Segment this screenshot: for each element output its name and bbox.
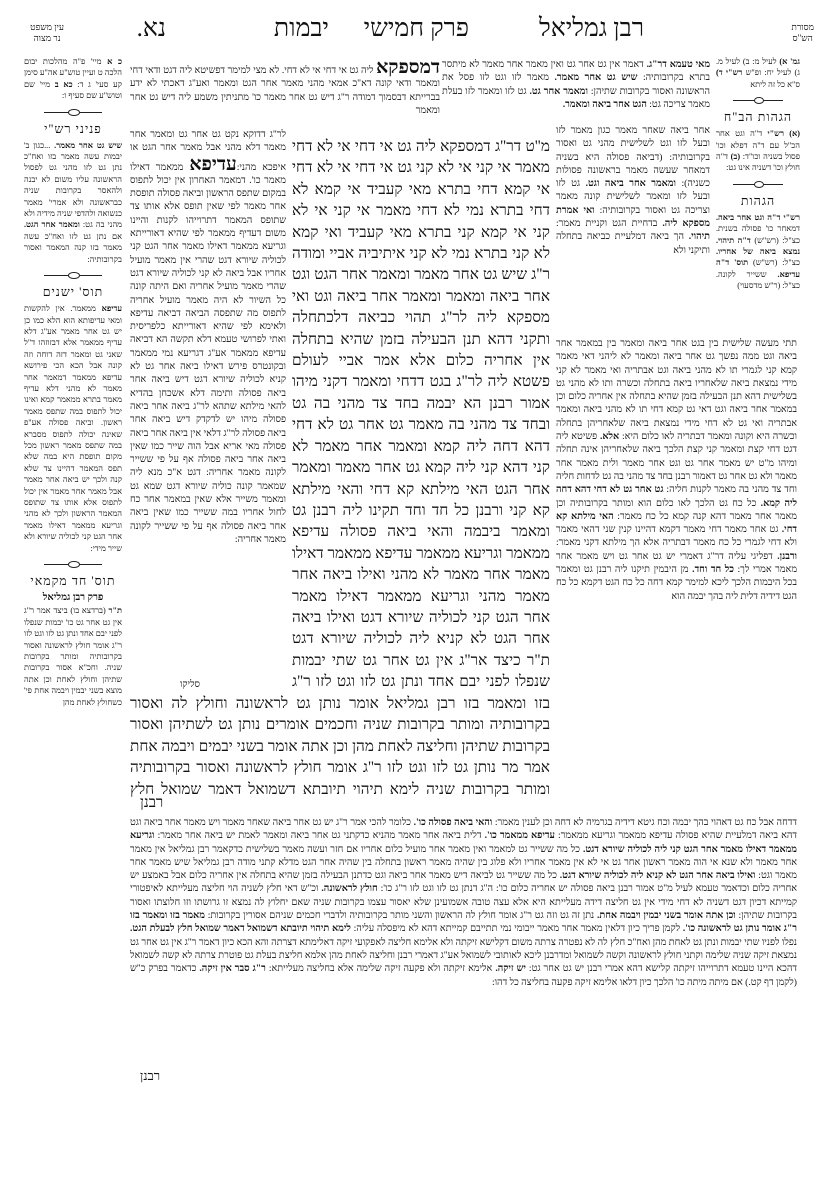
- masoret-hashas: [716, 56, 800, 90]
- rashi-catchword: רבנן: [140, 1068, 161, 1083]
- ornament-divider: [44, 560, 103, 568]
- dibbur-hamatchil: (ב): [730, 152, 741, 162]
- rashi-narrow: [556, 124, 710, 337]
- commentary-text: ממאמר. אין להקשות ומאי עדיפותא הוא הלא כמו כן יש גט אחר מאמר אע"ג דלא עדיף ממאמר אלא דבזוזהו ד"ל שאני גט ומאמר דזה דוחה וזה קונה אבל הכא הכי פירושא עדיפא ממאמר דמאמר אחר מאמר לא מהני דלא עדיף מאמר בתרא ממאמר קמא ואינו יכול לתפוס במה שתפס מאמר ראשון. וביאה פסולה אע"פ שאינה יכולה לתפוס מסברא במה שתפס מאמר ראשון מכל מקום תופסת היא במה שלא תפס המאמר דהיינו צד שלא קנה ולכך יש ביאה אחר מאמר אבל מאמר אחר מאמר אין יכול לתפוס אלא אותו צד שתופס המאמר הראשון ולכך לא מהני וגריעא ממאמר דאילו מאמר אחר הגט קני לכוליה שיורא ולא שייר מידי:: [24, 304, 122, 553]
- commentary-text: דפליגי עליה דר"ג דאמרי יש גט אחר גט ויש מאמר אחר מאמר אמרי לך:: [556, 550, 797, 576]
- dibbur-hamatchil: גט אחר גט לא דחי דהא דחה ליה קמא.: [556, 484, 797, 509]
- dibbur-hamatchil: ומאמר אחר ביאה וגט.: [585, 178, 676, 190]
- ornament-divider: [44, 108, 103, 116]
- commentary-text: תתי מעשה שלישית בין בגט אחר ביאה ומאמר בין במאמר אחר ביאה וגט ממה נפשך גט אחר ביאה ומאמר לא ליהני דאי מאמר קמא קני לגמרי תו לא מהני ביאה וגט אבתריה ואי מאמר לא קני מידי נמצאת ביאה שלאחריו ביאה בתחלה וכשרה ותו לא מהני גט בשלישית דהא תנן הבעילה בזמן שהיא בתחלה אין אחריה כלום וכן במאמר אחר ביאה וגט דאי גט קמא דחי תו לא מהני ביאה ומאמר אבתריה ואי גט לא דחי מידי נמצאת ביאה שלאחריהן בתחלה וכשרה היא וקונה ומאמר דבתריה לאו כלום היא:: [556, 338, 797, 443]
- tractate-name: יבמות: [273, 15, 329, 42]
- dibbur-hamatchil: אלא.: [599, 431, 620, 443]
- commentary-text: כלומר להכי אמר ר"ג יש גט אחר ביאה שאחר מאמר ויש מאמר אחר ביאה וגט דהא ביאה דמלעיית שהיא פסולה עדיפא ממאמר וגריעא ממאמר:: [130, 817, 797, 842]
- right-margin: [716, 56, 800, 346]
- commentary-text: ...כגון ב' יבמות עשה מאמר בזו ואח"כ נתן גט לזו מהני גט לפסול הראשונה עליו משום לא יבנה ולהאסר בקרובות שניה כבראשונה ולא אמרי' מאמר כנשואה ולהדפי שניה מידיה ולא מהני בה גט:: [24, 140, 122, 230]
- commentary-text: פשיטא ליה דגט דחי קצת ומאמר קני קצת הלכך ביאה שלאחריהן אינה תחלה ומיהו מ"ט יש מאמר אחר גט וגט אחר מאמר ולית מאמר אחר מאמר ולא גט אחר גט דאמור רבנן בחד צד מהני בה גט לדחות חליה וחד צד מהני בה מאמר לקנות חליה:: [556, 431, 797, 496]
- pnini-rashi-title: פניני רש"י: [44, 121, 102, 136]
- dibbur-hamatchil: רש"י ד): [716, 68, 743, 78]
- commentary-text: מן היבמין תיקנו ליה רבנן גט ומאמר בכל היבמות הלכך ליכא למימר קמא דחה כל כח הגט דקמא כל כח הגט דידיה דלית ליה בהך יבמה הוא: [556, 564, 797, 602]
- dibbur-hamatchil: ואילו ביאה אחר הגט לא קניא ליה לכוליה שיורא דגט.: [559, 870, 756, 882]
- tosafot-chad-mikamai: [24, 605, 122, 708]
- commentary-text: בדחיית הגט וקניית מאמר:: [556, 218, 663, 230]
- commentary-text: ס"א כל זה ליתא: [750, 79, 800, 89]
- rashi-bottom: [130, 816, 797, 1066]
- commentary-text: גט לזו ומאמר לזו בעלת מאמר צריכה גט:: [442, 85, 710, 110]
- dibbur-hamatchil: ואי אמרת מספקא ליה.: [556, 204, 710, 230]
- left-margin: [24, 56, 122, 1066]
- hagahot-title: הגהות: [740, 193, 776, 208]
- dibbur-hamatchil: וכן אתה אומר בשני יבמין ויבמה אחת.: [597, 910, 736, 922]
- commentary-text: הך ביאה דמלעיית כביאה בתחלה ותיקני ולא: [556, 231, 710, 256]
- masoret-hashas-label: מסורת הש"ס: [791, 22, 814, 43]
- commentary-text: לר"ג דדוקא נקט גט אחר גט ומאמר אחר מאמר דלא מהני אבל מאמר אחר הגט או איפכא מהני:: [130, 129, 286, 173]
- dibbur-hamatchil: תיהוי.: [688, 231, 710, 243]
- ein-mishpat: [24, 56, 122, 102]
- dibbur-hamatchil: ומאמר אחר גט.: [529, 85, 588, 97]
- commentary-text: ששייר לקונה. כצ"ל: (ר"ש מדסעוי): [716, 269, 800, 291]
- ein-mishpat-label: עין משפט נר מצוה: [30, 22, 64, 43]
- commentary-text: דלית ביאה אחר מאמר מהניא כדקתני גט אחר ביאה ומאמר לאמת יש ביאה אחר מאמר:: [154, 830, 485, 842]
- commentary-text: אם נתן גט לזו ואח"כ עשה מאמר בזו קנה המאמר ואסור בקרובותיה:: [24, 231, 122, 264]
- tosafot-yeshanim: [24, 303, 122, 554]
- dibbur-hamatchil: מאי טעמא דר"ג.: [646, 59, 710, 70]
- dibbur-hamatchil: מאמר בזו ומאמר בזו ר"ג אומר נותן גט לראשונה כו'.: [130, 910, 797, 935]
- dibbur-hamatchil: כ א: [107, 57, 122, 66]
- dibbur-hamatchil: ת"ר: [108, 606, 122, 616]
- commentary-text: (ברדצא בו) ביצד אמר ר"ג אין גט אחר גט כו' יבמות שנפלו לפני יבם אחד ונתן גט לזו וגט לזו ר"ג אומר חולץ לראשונה ואסור בקרובותיה ומותר בקרובות שניה. וחכ"א אסור בקרובות שתיהן וחולץ לאחת וכן אתה מוצא בשני יבמין ויבמה אחת פי' כשחולץ לאחת מהן: [24, 606, 122, 707]
- dibbur-hamatchil: (א) רש"י: [767, 129, 800, 139]
- dibbur-hamatchil: כא ב: [54, 79, 73, 89]
- dibbur-hamatchil: עדיפא: [189, 153, 237, 175]
- tosafot-column: [130, 128, 286, 678]
- commentary-text: דדחה אבל כח גט דאהוי בהך יבמה וכח גיטא דידיה בגרמיה לא דחה וכן לענין מאמר:: [492, 817, 797, 828]
- dibbur-hamatchil: ומאמר אחר הגט.: [24, 220, 80, 230]
- hagahot: [716, 212, 800, 292]
- dibbur-hamatchil: לימא תיהוי תיובתא דשמואל דאמר שמואל חלץ לבעלת הגט.: [130, 923, 351, 935]
- dibbur-hamatchil: ד"ה תיהוי. נמצא ביאה של אחריו.: [716, 235, 800, 257]
- commentary-text: גט אחר מאמר דחי מאמר דקמא דהיינו קנין שני דהאי מאמר ולא דחי לגמרי כל כח מאמר דבתריה אלא הך מילתא דקני מאמר:: [556, 524, 797, 549]
- commentary-text: כדאמר בפרק כ"ש (לקמן דף קט.) אם מיתה מיתה כו' הלכך כיון דלאו אלימא זיקה פקעה בחליצה כל דהו:: [130, 963, 797, 988]
- commentary-text: מיי' שם וטוש"ע שם סעיף ו:: [24, 79, 122, 101]
- dibbur-hamatchil: והאי ביאה פסולה כו'.: [413, 817, 493, 828]
- gemara-lower: בזו ומאמר בזו רבן גמליאל אומר נותן גט לראשונה וחולץ לה ואסור בקרובותיה ומותר בקרובות שניה וחכמים אומרים נותן גט לשתיהן ואסור בקרובות שתיהן וחליצה לאחת מהן וכן אתה אומר בשני יבמים ויבמה אחת אמר מר נותן גט לזו וגט לזו ר"ג אומר חולץ לראשונה ואסור בקרובותיה ומותר בקרובות שניה לימא תיהוי תיובתא דשמואל דאמר שמואל חלץ: [130, 695, 550, 798]
- commentary-text: כל מה ששייר גט לביאה דיש מאמר אחר ביאה וגט כדתנן הבעילה בזמן שהיא בתחלה אין אחריה כלום אבל באמצע יש אחריה כלום וכדאמר טעמא לעיל מ"ט אמור רבנן ביאה פסולה יש אחריה כלום כו': ה"ג דנתן גט לזו וגט לזו ר"ג כו':: [130, 870, 797, 895]
- dibbur-hamatchil: גמ' א): [779, 57, 800, 66]
- commentary-text: גט לזו ובעל לזו ומאמר לשלישית קונה מאמר וצריכה גט ואסור בקרובותיה:: [556, 178, 710, 216]
- dibbur-hamatchil: עדיפא: [101, 304, 122, 314]
- commentary-text: לקמן פריך כיון דלאין מאמר אחר מאמר ייבומי נמי תתייבם קמייתא דהא לא מיפסלה עליה:: [350, 923, 683, 935]
- commentary-text: נתן זה גט וזה גט ר"ג אומר חולץ לה הראשון והשני מותר בקרובותיה ולדברי חכמים שניהם אסורין בקרובות:: [204, 910, 597, 922]
- dibbur-hamatchil: האי מילתא קא דחי.: [556, 510, 797, 536]
- dibbur-hamatchil: חולץ לראשונה.: [321, 883, 378, 895]
- tosafot-end-mark: סליקו: [179, 679, 201, 690]
- commentary-text: כל מה ששייר גט למאמר ואין מאמר אחר מועיל כלום אחריו אם חזר ועשה מאמר בשלישית כדקאמר רבן גמליאל אין מאמר אחר מאמר ולא שנא אי הוה מאמר ראשון אחר גט אי לא אין מאמר אחריו ולא פלוג בין שהיה מאמר ראשון בתחלה בין שהיה אחר הגט מדלא קתני מודה רבן גמליאל שיש מאמר אחר מאמר וגט:: [130, 843, 797, 882]
- pnini-rashi: [24, 140, 122, 265]
- chapter-number: פרק חמישי: [363, 15, 469, 42]
- dibbur-hamatchil: תוס' ד"ה עדיפא.: [716, 258, 800, 279]
- tosafot-top: [130, 58, 440, 128]
- ornament-divider: [733, 180, 783, 188]
- rashi-top: [442, 58, 710, 128]
- dibbur-hamatchil: וגריעא ממאמר דאילו מאמר אחר הגט קני ליה לכוליה שיורא דגט.: [130, 830, 797, 855]
- commentary-text: וכ"ש דאי חלץ לשניה הוי חליצה מעלייתא לאיפטורי קמייתא דכיון דגט דשניה לא דחי מידי אין גט חליצה דידה מעלייתא היא אלא עצה טובה אשמועינן שלא יאסור עצמו בקרובות שניה שאם יחלוץ לה נמצא זו גרושתו וזו חלוצתו ואסור בקרובות שתיהן:: [130, 883, 797, 922]
- folio-number: נא.: [136, 15, 166, 42]
- commentary-text: מאמר לזו וגט לזו פסל את הראשונה ואסור בקרובות שתיהן:: [442, 72, 710, 97]
- gemara-upper: מ"ט דר"ג דמספקא ליה גט אי דחי אי לא דחי מאמר אי קני אי לא קני גט אי דחי אי לא דחי אי קמא דחי בתרא מאי קעביד אי קמא לא דחי בתרא נמי לא דחי מאמר אי קני אי לא קני אי קמא קני בתרא מאי קעביד ואי קמא לא קני בתרא נמי לא קני איתיביה אביי ומודה ר"ג שיש גט אחר מאמר ומאמר אחר הגט וגט אחר ביאה ומאמר ומאמר אחר ביאה וגט ואי מספקא ליה לר"ג תהוי כביאה דלכתחלה ותקני דהא תנן הבעילה בזמן שהיא בתחלה אין אחריה כלום אלא אמר אביי לעולם פשטא ליה לר"ג בגט דדחי ומאמר דקני מיהו אמור רבנן הא יבמה בחד צד מהני בה גט ובחד צד מהני בה מאמר גט אחר גט לא דחי דהא דחה ליה קמא ומאמר אחר מאמר לא קני דהא קני ליה קמא גט אחר מאמר ומאמר אחר הגט האי מילתא קא דחי והאי מילתא קא קני ורבנן כל חד וחד תקינו ליה רבנן גט ומאמר ביבמה והאי ביאה פסולה עדיפא ממאמר וגריעא ממאמר עדיפא ממאמר דאילו מאמר אחר מאמר לא מהני ואילו ביאה אחר מאמר מהני וגריעא ממאמר דאילו מאמר אחר הגט קני לכוליה שיורא דגט ואילו ביאה אחר הגט לא קניא ליה לכוליה שיורא דגט ת"ר כיצד אר"ג אין גט אחר גט שתי יבמות שנפלו לפני יבם אחד ונתן גט לזו וגט לזו ר"ג: [292, 138, 550, 691]
- tosafot-chad-mikamai-title: תוס' חד מקמאי: [30, 574, 116, 589]
- commentary-text: ד"ה וגט אחר הכ"ל עם ד"ה דפלא וכו' פסול בשניה וכו"ד:: [716, 129, 800, 162]
- gemara-catchword: רבנן: [140, 795, 164, 811]
- commentary-text: אחר ביאה שאחר מאמר כגון מאמר לזו ובעל לזו וגט לשלישית מהני גט ואסור בקרובותיה: (דביאה פסולה היא בשניה דמאחר שעשה מאמר בראשונה פסולות כשניה):: [556, 125, 710, 190]
- chapter-title: רבן גמליאל: [539, 15, 644, 42]
- commentary-text: כל כח גט הלכך לאו כלום הוא ומותר בקרובותיה וכן מאמר אחר מאמר דהא קנה קמא כל כח מאמר:: [556, 497, 797, 522]
- commentary-text: ממאמר דאילו מאמר כו'. דמאמר האחרון אין יכול לתפוס במקום שתפס הראשון וביאה פסולה תופסת אחר מאמר לפי שאין תופס אלא אותו צד שתופס המאמר דתרוייהו לקנות והיינו משום דעדיף ממאמר לפי שהיא דאורייתא וגריעא ממאמר דאילו מאמר אחר הגט קני לכוליה שיורא דגט שהרי אין מאמר מועיל אחריו אבל ביאה לא קני לכוליה שיורא דגט שהרי מאמר מועיל אחריה ואם היתה קונה כל השיור לא היה מאמר מועיל אחריה לתפוס מה שתפסה הביאה דביאה עדיפא ולאימא לפי שהיא דאורייתא כלפריסית ואתי לפרושי טעמא דלא תקשה הא דביאה עדיפא ממאמר אע"ג דגריעא נמי ממאמר ובקונטרס פירש דאילו ביאה אחר גט לא קניא לכוליה שיורא דגט דיש ביאה אחר ביאה פסולה ותימה דלא אשכחן בהדיא להאי מילתא שתהא לר"ג ביאה אחר ביאה פסולה מיהו יש לדקדק דיש ביאה אחר ביאה פסולה לר"ג דלאי אין ביאה אחר ביאה פסולה מאי אריא אבל הוה שייר כמו שאין ביאה אחר ביאה פסולה אף על פי ששייר לקונה מאמר אחריה: דגט א"כ מנא ליה שמאמר קונה כוליה שיורא דגט שמא גט ומאמר משייר אלא שאין במאמר אחר כח לחול אחריו במה ששייר כמו שאין ביאה אחר ביאה פסולה אף על פי ששייר לקונה מאמר אחריה:: [130, 161, 286, 545]
- commentary-text: ליה גט אי דחי אי לא דחי. לא מצי למימר דפשיטא ליה דגט ודאי דחי ומאמר ודאי קונה דא"כ אמאי מהני מאמר אחר הגט ומאמר ואע"ג דאכתי לא ידע בברייתא דבסמוך דמודה ר"ג דיש גט אחר מאמר כו' מתניתין משמע ליה דיש גט אחר ומאמר: [130, 65, 440, 116]
- dibbur-hamatchil: דמספקא: [376, 58, 440, 78]
- commentary-text: נפלו לפניו שתי יבמות ונתן גט לאחת מהן ואח"כ חלץ לה לא נפטרה צרתה משום דקלישא זיקתה ולא אלימא חליצה לאפקועי זיקה דאלימתא דצרתה והא הכא כיון דאמר ר"ג אין גט אחר גט נמצאת זיקה שניה שלימה וקתני חולץ לראשונה וקשה לשמואל ומדרבנן ליכא לאותובי לשמואל אע"ג דאמרי רבנן וחליצה לאחת מהן אלמא חליצת בעלת גט פוטרת צרתה לא קשה לשמואל דהכא היינו טעמא דתרוייהו זיקתה קלישא דהא אמרי רבנן יש גט אחר גט:: [130, 936, 797, 975]
- tosafot-yeshanim-title: תוס' ישנים: [42, 285, 104, 300]
- dibbur-hamatchil: רש"י ד"ה וגט אחר ביאה.: [716, 212, 800, 222]
- tosafot-chad-subtitle: פרק רבן גמליאל: [42, 592, 104, 604]
- dibbur-hamatchil: עדיפא ממאמר כו'.: [484, 830, 555, 842]
- dibbur-hamatchil: כל חד וחד.: [692, 564, 734, 576]
- hagahot-habach-title: הגהות הב"ח: [723, 110, 793, 125]
- commentary-text: כצ"ל: (רש"ש): [748, 258, 800, 268]
- commentary-text: ד"ה חולץ וכו' דשניה אינו גט:: [716, 152, 800, 173]
- dibbur-hamatchil: שיש גט אחר מאמר.: [54, 140, 122, 150]
- dibbur-hamatchil: ר"ג סבר אין זיקה.: [199, 963, 266, 975]
- dibbur-hamatchil: ורבנן.: [777, 550, 797, 562]
- ornament-divider: [733, 96, 783, 104]
- dibbur-hamatchil: שיש גט אחר מאמר.: [554, 72, 638, 84]
- ornament-divider: [44, 271, 103, 279]
- rashi-wide: [556, 337, 797, 813]
- commentary-text: דמאחר כו' פסולה בשנית. כצ"ל: (רש"ש): [716, 224, 800, 245]
- commentary-text: אלימא זיקתה ולא פקעה זיקה שלימה אלא בחליצה מעלייתא:: [265, 963, 496, 975]
- commentary-text: מיי' פ"ה מהלכות יבום הלכה ט ועיין טוש"ע אה"ע סימן קע סעי' ג ד:: [24, 57, 122, 89]
- hagahot-habach: [716, 128, 800, 174]
- commentary-text: לעיל מ: ב) לעיל מ. ג) לעיל יח: ופ"ש: [716, 57, 800, 78]
- dibbur-hamatchil: הגט אחר ביאה ומאמר.: [562, 98, 647, 110]
- dibbur-hamatchil: יש זיקה.: [495, 963, 526, 975]
- commentary-text: דאמר אין גט אחר גט ואין מאמר אחר מאמר לא מיתסר בתרא בקרובותיה:: [442, 59, 710, 84]
